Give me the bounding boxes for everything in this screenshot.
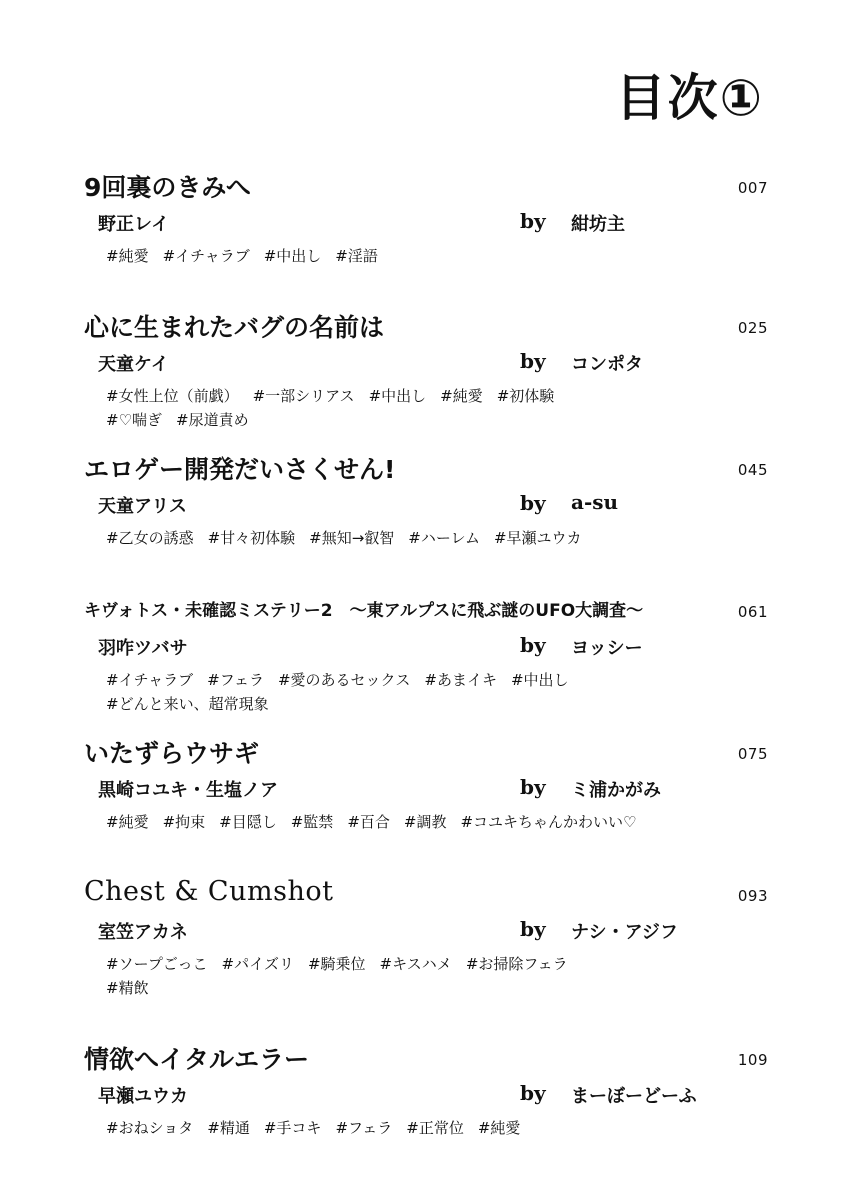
entry-character: 羽咋ツバサ (98, 638, 188, 659)
by-label: by (520, 917, 546, 941)
tag: #女性上位（前戯） (106, 387, 239, 405)
entry-title: Chest & Cumshot (84, 876, 334, 907)
tag: #キスハメ (379, 955, 452, 973)
entry-title: 9回裏のきみへ (84, 173, 251, 202)
tag: #中出し (368, 387, 427, 405)
entry-character: 黒崎コユキ・生塩ノア (98, 780, 278, 801)
entry-tags (106, 1116, 746, 1140)
entry-character: 野正レイ (98, 214, 170, 235)
entry-title: エロゲー開発だいさくせん! (84, 455, 396, 484)
entry-character: 室笠アカネ (98, 922, 188, 943)
tag: #イチャラブ (106, 671, 194, 689)
tag: #淫語 (335, 247, 378, 265)
entry-author: ミ浦かがみ (571, 780, 661, 801)
tag: #百合 (347, 813, 390, 831)
tag: #調教 (403, 813, 447, 831)
tag: #尿道責め (176, 411, 249, 429)
entry-tags (106, 244, 746, 268)
tag: #手コキ (263, 1119, 322, 1137)
entry-tags (106, 952, 746, 1000)
entry-character: 天童アリス (98, 496, 187, 517)
entry-tags (106, 384, 746, 432)
entry-title: いたずらウサギ (84, 739, 260, 768)
entry-page-number: 109 (737, 1051, 768, 1069)
entry-page-number: 061 (737, 603, 768, 621)
tag: #拘束 (162, 813, 206, 831)
tag: #純愛 (440, 387, 483, 405)
tag: #愛のあるセックス (277, 671, 411, 689)
entry-page-number: 045 (737, 461, 768, 479)
by-label: by (520, 349, 546, 373)
tag: #早瀬ユウカ (493, 529, 582, 547)
tag: #無知→叡智 (309, 529, 395, 547)
by-label: by (520, 775, 546, 799)
by-label: by (520, 633, 546, 657)
entry-title: キヴォトス・未確認ミステリー2 ～東アルプスに飛ぶ謎のUFO大調査～ (84, 601, 644, 621)
tag: #目隠し (219, 813, 277, 831)
entry-author: 紺坊主 (571, 214, 625, 235)
entry-author: a-su (571, 490, 619, 514)
tag: #ハーレム (408, 529, 480, 547)
tag: #♡喘ぎ (106, 411, 163, 429)
tag: #乙女の誘惑 (106, 529, 194, 547)
tag: #ソープごっこ (106, 955, 208, 973)
tag: #お掃除フェラ (465, 955, 568, 973)
tag: #甘々初体験 (207, 529, 296, 547)
by-label: by (520, 209, 546, 233)
tag: #純愛 (106, 813, 149, 831)
tag: #正常位 (406, 1119, 464, 1137)
entry-character: 天童ケイ (98, 354, 169, 375)
tag: #おねショタ (106, 1119, 194, 1137)
tag: #純愛 (477, 1119, 521, 1137)
entry-author: コンポタ (571, 354, 643, 375)
entry-tags (106, 526, 746, 550)
entry-tags (106, 810, 746, 834)
tag: #監禁 (290, 813, 334, 831)
by-label: by (520, 1081, 546, 1105)
tag: #初体験 (496, 387, 555, 405)
tag: #あまイキ (424, 671, 497, 689)
tag: #コユキちゃんかわいい♡ (460, 813, 637, 831)
tag: #どんと来い、超常現象 (106, 695, 269, 713)
entry-page-number: 007 (737, 179, 768, 197)
entry-page-number: 093 (737, 887, 768, 905)
tag: #一部シリアス (252, 387, 355, 405)
entry-author: ナシ・アジフ (571, 922, 678, 943)
entry-title: 心に生まれたバグの名前は (84, 313, 385, 342)
page-title: 目次① (615, 69, 764, 127)
tag: #イチャラブ (162, 247, 250, 265)
entry-author: ヨッシー (571, 638, 643, 659)
tag: #フェラ (207, 671, 264, 689)
tag: #精通 (207, 1119, 250, 1137)
tag: #騎乗位 (307, 955, 366, 973)
tag: #中出し (510, 671, 569, 689)
tag: #純愛 (106, 247, 149, 265)
entry-title: 情欲へイタルエラー (84, 1045, 310, 1074)
tag: #パイズリ (221, 955, 294, 973)
tag: #中出し (263, 247, 322, 265)
tag: #フェラ (335, 1119, 393, 1137)
tag: #精飲 (106, 979, 149, 997)
entry-page-number: 025 (737, 319, 768, 337)
by-label: by (520, 491, 546, 515)
entry-author: まーぼーどーふ (571, 1086, 697, 1107)
entry-character: 早瀬ユウカ (98, 1086, 188, 1107)
entry-tags (106, 668, 746, 716)
entry-page-number: 075 (737, 745, 768, 763)
